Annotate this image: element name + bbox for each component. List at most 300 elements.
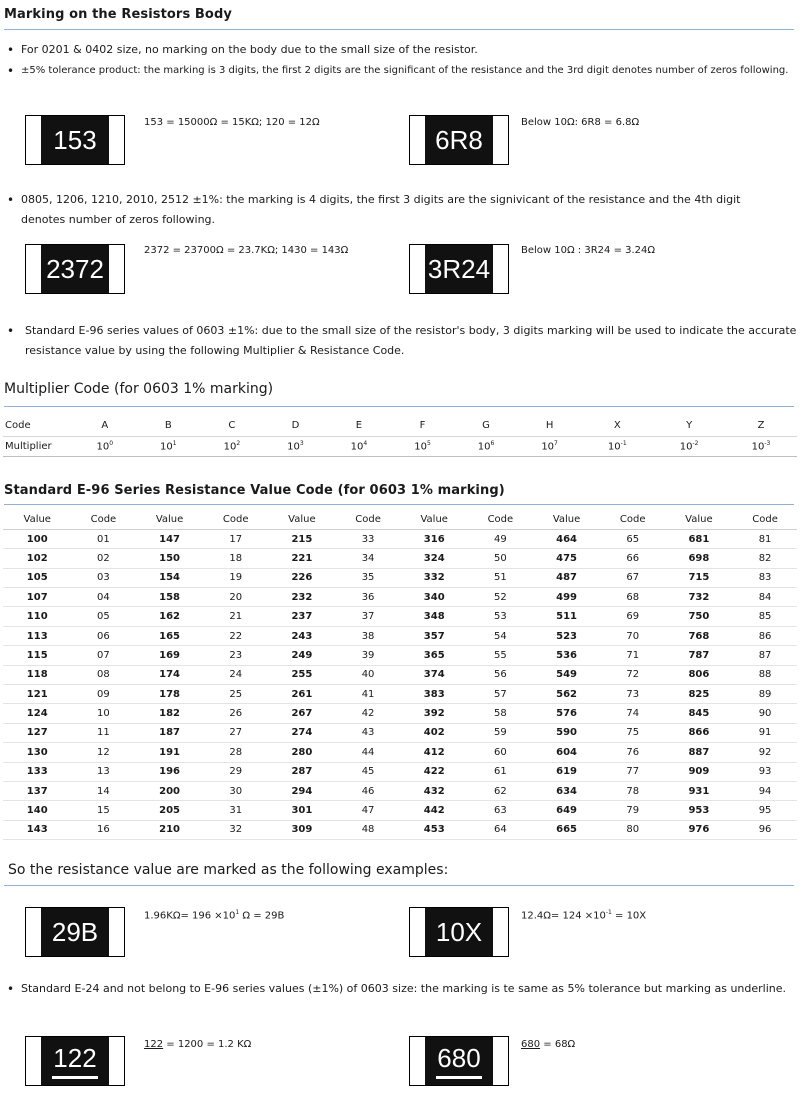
code-cell: 93	[733, 762, 797, 781]
value-cell: 402	[400, 723, 468, 742]
code-cell: 57	[468, 685, 532, 704]
value-cell: 576	[532, 704, 600, 723]
table-header-cell: Code	[601, 510, 665, 529]
value-cell: 845	[665, 704, 733, 723]
code-cell: 41	[336, 685, 400, 704]
code-cell: 23	[204, 646, 268, 665]
table-cell: C	[200, 416, 264, 436]
code-cell: 62	[468, 781, 532, 800]
value-cell: 255	[268, 665, 336, 684]
value-cell: 324	[400, 549, 468, 568]
title-divider	[4, 29, 794, 30]
code-cell: 75	[601, 723, 665, 742]
multiplier-code-row	[3, 416, 797, 436]
value-cell: 715	[665, 568, 733, 587]
value-cell: 365	[400, 646, 468, 665]
table-header-cell: Value	[268, 510, 336, 529]
chip-3r24	[409, 244, 509, 294]
code-cell: 44	[336, 743, 400, 762]
table-row	[3, 529, 797, 548]
table-cell: A	[73, 416, 137, 436]
code-cell: 29	[204, 762, 268, 781]
multiplier-exponent: 4	[363, 439, 368, 447]
value-cell: 523	[532, 626, 600, 645]
table-cell	[327, 436, 391, 456]
note-exponent: -1	[605, 909, 612, 916]
value-cell: 200	[135, 781, 203, 800]
code-cell: 56	[468, 665, 532, 684]
multiplier-exponent: 6	[490, 439, 495, 447]
value-cell: 768	[665, 626, 733, 645]
chip-marking: 2372	[41, 245, 109, 293]
value-cell: 487	[532, 568, 600, 587]
value-cell: 931	[665, 781, 733, 800]
value-cell: 475	[532, 549, 600, 568]
code-cell: 35	[336, 568, 400, 587]
value-cell: 205	[135, 801, 203, 820]
code-cell: 30	[204, 781, 268, 800]
chip-marking: 10X	[425, 908, 493, 956]
multiplier-base: 10	[350, 441, 364, 453]
table-header-cell: Code	[468, 510, 532, 529]
table-cell: B	[137, 416, 201, 436]
code-cell: 54	[468, 626, 532, 645]
value-cell: 191	[135, 743, 203, 762]
table-row	[3, 762, 797, 781]
chip-10x	[409, 907, 509, 957]
bullet-no-marking: • For 0201 & 0402 size, no marking on the body due to the small size of the resistor.	[7, 43, 478, 57]
note-text: 1.96KΩ= 196 ×10	[144, 910, 236, 922]
code-cell: 14	[71, 781, 135, 800]
chip-marking: 3R24	[425, 245, 493, 293]
code-cell: 38	[336, 626, 400, 645]
code-cell: 34	[336, 549, 400, 568]
value-cell: 158	[135, 588, 203, 607]
code-cell: 72	[601, 665, 665, 684]
multiplier-exponent: 3	[299, 439, 304, 447]
code-cell: 10	[71, 704, 135, 723]
table-row	[3, 665, 797, 684]
chip-153	[25, 115, 125, 165]
value-cell: 124	[3, 704, 71, 723]
value-cell: 143	[3, 820, 71, 839]
code-cell: 33	[336, 529, 400, 548]
value-cell: 162	[135, 607, 203, 626]
code-cell: 21	[204, 607, 268, 626]
table-cell	[581, 436, 653, 456]
code-cell: 86	[733, 626, 797, 645]
code-cell: 70	[601, 626, 665, 645]
code-cell: 15	[71, 801, 135, 820]
table-row	[3, 588, 797, 607]
value-cell: 261	[268, 685, 336, 704]
table-row	[3, 626, 797, 645]
code-cell: 12	[71, 743, 135, 762]
chip-680	[409, 1036, 509, 1086]
table-header-cell: Value	[400, 510, 468, 529]
value-cell: 357	[400, 626, 468, 645]
code-cell: 89	[733, 685, 797, 704]
code-cell: 69	[601, 607, 665, 626]
value-cell: 215	[268, 529, 336, 548]
examples-title: So the resistance value are marked as the following examples:	[8, 862, 449, 878]
value-cell: 464	[532, 529, 600, 548]
table-header-cell: Value	[3, 510, 71, 529]
code-cell: 61	[468, 762, 532, 781]
chip-2372	[25, 244, 125, 294]
value-cell: 732	[665, 588, 733, 607]
multiplier-exponent: 5	[426, 439, 431, 447]
code-cell: 24	[204, 665, 268, 684]
multiplier-exponent: 7	[554, 439, 558, 447]
value-cell: 432	[400, 781, 468, 800]
table-cell: Z	[725, 416, 797, 436]
value-cell: 154	[135, 568, 203, 587]
table-header-cell: Code	[71, 510, 135, 529]
code-cell: 88	[733, 665, 797, 684]
value-cell: 309	[268, 820, 336, 839]
code-cell: 05	[71, 607, 135, 626]
value-cell: 280	[268, 743, 336, 762]
code-cell: 17	[204, 529, 268, 548]
table-row	[3, 723, 797, 742]
section-title-marking: Marking on the Resistors Body	[4, 7, 232, 22]
table-cell	[264, 436, 328, 456]
value-cell: 442	[400, 801, 468, 820]
value-cell: 210	[135, 820, 203, 839]
table-cell	[454, 436, 518, 456]
code-cell: 40	[336, 665, 400, 684]
code-cell: 82	[733, 549, 797, 568]
value-cell: 562	[532, 685, 600, 704]
value-cell: 133	[3, 762, 71, 781]
multiplier-base: 10	[679, 441, 693, 453]
value-cell: 953	[665, 801, 733, 820]
value-cell: 340	[400, 588, 468, 607]
chip-6r8	[409, 115, 509, 165]
table-row	[3, 607, 797, 626]
table-cell: Y	[653, 416, 725, 436]
code-cell: 04	[71, 588, 135, 607]
note-text: = 10X	[611, 910, 647, 922]
table-header-cell: Value	[135, 510, 203, 529]
code-cell: 52	[468, 588, 532, 607]
chip-marking-underlined	[41, 1037, 109, 1085]
code-cell: 78	[601, 781, 665, 800]
multiplier-base: 10	[96, 441, 110, 453]
code-cell: 37	[336, 607, 400, 626]
multiplier-base: 10	[607, 441, 621, 453]
value-cell: 909	[665, 762, 733, 781]
bullet-e96: • Standard E-96 series values of 0603 ±1%: due to the small size of the resistor's body, 3 digits marking will be used to indicate the accurate resistance value by using the following Multiplier & Resistance Code.	[7, 324, 797, 357]
multiplier-base: 10	[287, 441, 300, 453]
note-10x	[521, 909, 646, 921]
code-cell: 59	[468, 723, 532, 742]
value-cell: 511	[532, 607, 600, 626]
code-cell: 90	[733, 704, 797, 723]
table-row	[3, 549, 797, 568]
value-cell: 681	[665, 529, 733, 548]
value-cell: 392	[400, 704, 468, 723]
note-text: = 1200 = 1.2 KΩ	[163, 1039, 252, 1050]
underline-bar	[52, 1076, 98, 1079]
multiplier-base: 10	[751, 441, 765, 453]
code-cell: 60	[468, 743, 532, 762]
code-cell: 81	[733, 529, 797, 548]
table-cell: Code	[3, 416, 73, 436]
note-122	[144, 1039, 251, 1050]
code-cell: 76	[601, 743, 665, 762]
note-exponent: 1	[235, 909, 240, 916]
value-cell: 619	[532, 762, 600, 781]
value-cell: 196	[135, 762, 203, 781]
value-cell: 499	[532, 588, 600, 607]
value-cell: 806	[665, 665, 733, 684]
table-cell	[200, 436, 264, 456]
code-cell: 47	[336, 801, 400, 820]
table-row	[3, 743, 797, 762]
value-cell: 825	[665, 685, 733, 704]
code-cell: 28	[204, 743, 268, 762]
underline-bar	[436, 1076, 482, 1079]
chip-122	[25, 1036, 125, 1086]
chip-marking: 122	[53, 1043, 97, 1073]
table-header-cell: Value	[532, 510, 600, 529]
code-cell: 68	[601, 588, 665, 607]
table-row	[3, 568, 797, 587]
table-cell	[391, 436, 455, 456]
multiplier-divider	[4, 406, 794, 407]
value-cell: 187	[135, 723, 203, 742]
value-cell: 110	[3, 607, 71, 626]
code-cell: 16	[71, 820, 135, 839]
multiplier-base: 10	[223, 441, 237, 453]
value-cell: 140	[3, 801, 71, 820]
e96-divider	[4, 504, 794, 505]
bullet-5pct: • ±5% tolerance product: the marking is 3 digits, the first 2 digits are the significant of the resistance and the 3rd digit denotes number of zeros following.	[7, 64, 789, 78]
multiplier-exponent: -2	[692, 439, 699, 447]
bullet-e24: • Standard E-24 and not belong to E-96 series values (±1%) of 0603 size: the marking is te same as 5% tolerance but marking as underline.	[7, 982, 787, 996]
chip-marking: 153	[41, 116, 109, 164]
note-2372: 2372 = 23700Ω = 23.7KΩ; 1430 = 143Ω	[144, 245, 349, 256]
code-cell: 27	[204, 723, 268, 742]
value-cell: 374	[400, 665, 468, 684]
table-row	[3, 801, 797, 820]
code-cell: 19	[204, 568, 268, 587]
code-cell: 08	[71, 665, 135, 684]
value-cell: 649	[532, 801, 600, 820]
note-underlined: 122	[144, 1039, 164, 1050]
code-cell: 36	[336, 588, 400, 607]
value-cell: 422	[400, 762, 468, 781]
code-cell: 84	[733, 588, 797, 607]
table-header-cell: Code	[336, 510, 400, 529]
examples-divider	[4, 885, 794, 886]
value-cell: 887	[665, 743, 733, 762]
value-cell: 750	[665, 607, 733, 626]
note-29b	[144, 909, 284, 921]
code-cell: 50	[468, 549, 532, 568]
value-cell: 287	[268, 762, 336, 781]
code-cell: 55	[468, 646, 532, 665]
code-cell: 39	[336, 646, 400, 665]
code-cell: 11	[71, 723, 135, 742]
value-cell: 316	[400, 529, 468, 548]
code-cell: 09	[71, 685, 135, 704]
code-cell: 18	[204, 549, 268, 568]
chip-29b	[25, 907, 125, 957]
code-cell: 32	[204, 820, 268, 839]
value-cell: 165	[135, 626, 203, 645]
multiplier-title: Multiplier Code (for 0603 1% marking)	[4, 381, 274, 397]
table-row	[3, 781, 797, 800]
table-cell: E	[327, 416, 391, 436]
value-cell: 115	[3, 646, 71, 665]
code-cell: 66	[601, 549, 665, 568]
code-cell: 46	[336, 781, 400, 800]
code-cell: 48	[336, 820, 400, 839]
table-cell	[518, 436, 582, 456]
table-cell: H	[518, 416, 582, 436]
table-cell: X	[581, 416, 653, 436]
code-cell: 95	[733, 801, 797, 820]
table-header-cell: Code	[204, 510, 268, 529]
multiplier-exponent: 0	[109, 439, 114, 447]
e96-body	[3, 529, 797, 839]
value-cell: 301	[268, 801, 336, 820]
value-cell: 274	[268, 723, 336, 742]
multiplier-exponent: 1	[172, 439, 177, 447]
code-cell: 53	[468, 607, 532, 626]
multiplier-exponent: -1	[620, 439, 627, 447]
value-cell: 787	[665, 646, 733, 665]
code-cell: 49	[468, 529, 532, 548]
value-cell: 243	[268, 626, 336, 645]
code-cell: 73	[601, 685, 665, 704]
code-cell: 07	[71, 646, 135, 665]
table-cell: Multiplier	[3, 436, 73, 456]
value-cell: 698	[665, 549, 733, 568]
value-cell: 412	[400, 743, 468, 762]
table-row	[3, 646, 797, 665]
code-cell: 80	[601, 820, 665, 839]
value-cell: 536	[532, 646, 600, 665]
code-cell: 77	[601, 762, 665, 781]
table-header-cell: Code	[733, 510, 797, 529]
code-cell: 74	[601, 704, 665, 723]
code-cell: 94	[733, 781, 797, 800]
value-cell: 383	[400, 685, 468, 704]
value-cell: 137	[3, 781, 71, 800]
code-cell: 26	[204, 704, 268, 723]
code-cell: 03	[71, 568, 135, 587]
e96-table	[3, 510, 797, 840]
note-6r8: Below 10Ω: 6R8 = 6.8Ω	[521, 117, 640, 128]
value-cell: 866	[665, 723, 733, 742]
table-row	[3, 685, 797, 704]
multiplier-base: 10	[160, 441, 173, 453]
table-cell	[725, 436, 797, 456]
code-cell: 83	[733, 568, 797, 587]
value-cell: 121	[3, 685, 71, 704]
multiplier-value-row	[3, 436, 797, 456]
code-cell: 06	[71, 626, 135, 645]
value-cell: 237	[268, 607, 336, 626]
e96-header-row	[3, 510, 797, 529]
code-cell: 92	[733, 743, 797, 762]
note-3r24: Below 10Ω : 3R24 = 3.24Ω	[521, 245, 656, 256]
table-row	[3, 820, 797, 839]
table-cell	[73, 436, 137, 456]
value-cell: 249	[268, 646, 336, 665]
value-cell: 107	[3, 588, 71, 607]
code-cell: 85	[733, 607, 797, 626]
table-cell	[137, 436, 201, 456]
chip-marking: 6R8	[425, 116, 493, 164]
value-cell: 226	[268, 568, 336, 587]
table-cell: G	[454, 416, 518, 436]
note-text: Ω = 29B	[239, 910, 285, 922]
table-row	[3, 704, 797, 723]
value-cell: 332	[400, 568, 468, 587]
value-cell: 976	[665, 820, 733, 839]
value-cell: 105	[3, 568, 71, 587]
code-cell: 96	[733, 820, 797, 839]
code-cell: 67	[601, 568, 665, 587]
value-cell: 113	[3, 626, 71, 645]
note-text: = 68Ω	[540, 1039, 576, 1050]
bullet-4digit: • 0805, 1206, 1210, 2010, 2512 ±1%: the marking is 4 digits, the first 3 digits are the signivicant of the resistance and the 4th digit denotes number of zeros following.	[7, 193, 741, 226]
table-cell	[653, 436, 725, 456]
value-cell: 169	[135, 646, 203, 665]
value-cell: 130	[3, 743, 71, 762]
e96-title: Standard E-96 Series Resistance Value Code (for 0603 1% marking)	[4, 483, 505, 498]
value-cell: 102	[3, 549, 71, 568]
chip-marking: 29B	[41, 908, 109, 956]
code-cell: 65	[601, 529, 665, 548]
code-cell: 79	[601, 801, 665, 820]
multiplier-base: 10	[414, 441, 427, 453]
value-cell: 127	[3, 723, 71, 742]
code-cell: 25	[204, 685, 268, 704]
code-cell: 71	[601, 646, 665, 665]
note-153: 153 = 15000Ω = 15KΩ; 120 = 12Ω	[144, 117, 320, 128]
table-cell: D	[264, 416, 328, 436]
code-cell: 58	[468, 704, 532, 723]
code-cell: 20	[204, 588, 268, 607]
note-680	[521, 1039, 575, 1050]
code-cell: 87	[733, 646, 797, 665]
value-cell: 150	[135, 549, 203, 568]
value-cell: 232	[268, 588, 336, 607]
value-cell: 634	[532, 781, 600, 800]
code-cell: 91	[733, 723, 797, 742]
note-text: 12.4Ω= 124 ×10	[521, 910, 606, 922]
multiplier-base: 10	[541, 441, 555, 453]
value-cell: 267	[268, 704, 336, 723]
value-cell: 294	[268, 781, 336, 800]
value-cell: 549	[532, 665, 600, 684]
value-cell: 118	[3, 665, 71, 684]
multiplier-base: 10	[477, 441, 491, 453]
table-header-cell: Value	[665, 510, 733, 529]
value-cell: 604	[532, 743, 600, 762]
value-cell: 182	[135, 704, 203, 723]
chip-marking: 680	[437, 1043, 481, 1073]
value-cell: 174	[135, 665, 203, 684]
note-underlined: 680	[521, 1039, 541, 1050]
code-cell: 42	[336, 704, 400, 723]
